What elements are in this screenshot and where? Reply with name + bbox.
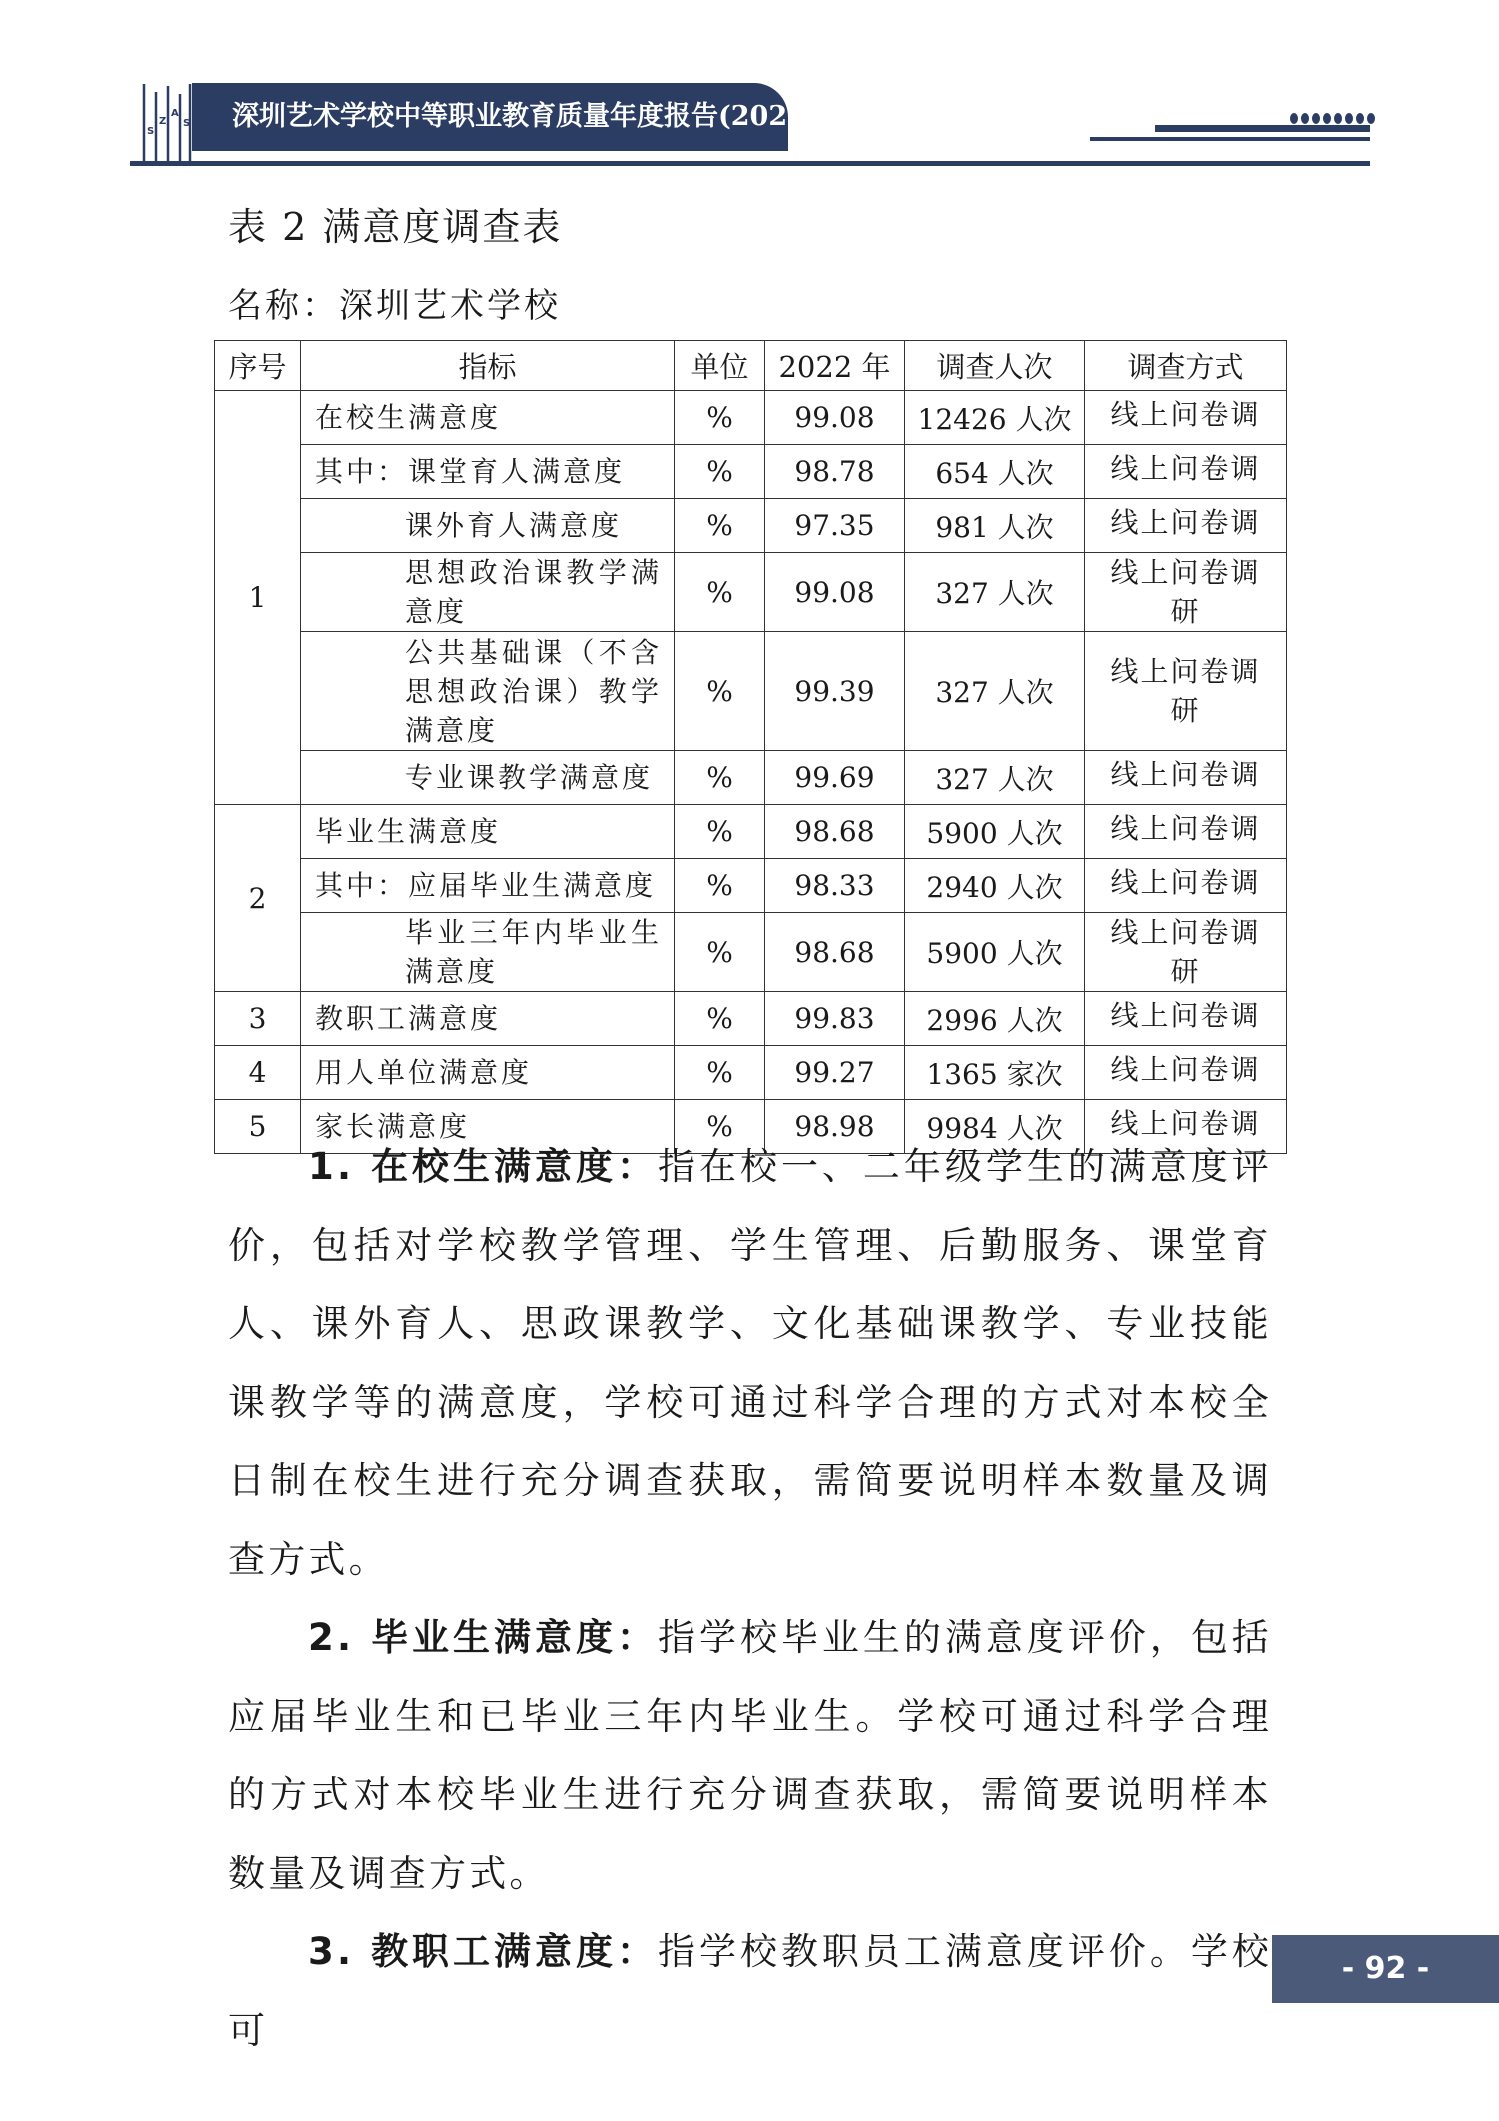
method-cell: 线上问卷调	[1085, 1100, 1287, 1154]
method-cell: 线上问卷调研	[1085, 553, 1287, 632]
count-cell: 5900 人次	[905, 913, 1085, 992]
satisfaction-survey-table	[214, 340, 1287, 1154]
count-cell: 327 人次	[905, 553, 1085, 632]
count-cell: 327 人次	[905, 632, 1085, 751]
method-cell: 线上问卷调	[1085, 1046, 1287, 1100]
svg-text:S: S	[147, 126, 155, 137]
value-cell: 99.39	[765, 632, 905, 751]
report-title-banner: 深圳艺术学校中等职业教育质量年度报告(2023)	[192, 83, 788, 151]
count-cell: 327 人次	[905, 751, 1085, 805]
method-cell: 线上问卷调	[1085, 859, 1287, 913]
paragraph-text: 指学校毕业生的满意度评价，包括应届毕业生和已毕业三年内毕业生。学校可通过科学合理的方式对本校毕业生进行充分调查获取，需简要说明样本数量及调查方式。	[228, 1616, 1273, 1895]
paragraph-term: 3. 教职工满意度：	[308, 1930, 658, 1973]
seq-cell: 1	[215, 391, 301, 805]
value-cell: 99.69	[765, 751, 905, 805]
unit-cell: %	[675, 445, 765, 499]
value-cell: 98.98	[765, 1100, 905, 1154]
page-number: - 92 -	[1272, 1935, 1499, 2003]
value-cell: 99.83	[765, 992, 905, 1046]
count-cell: 654 人次	[905, 445, 1085, 499]
svg-text:S: S	[183, 118, 191, 129]
value-cell: 97.35	[765, 499, 905, 553]
school-logo	[140, 82, 192, 164]
method-cell: 线上问卷调	[1085, 499, 1287, 553]
count-cell: 1365 家次	[905, 1046, 1085, 1100]
count-cell: 2940 人次	[905, 859, 1085, 913]
unit-cell: %	[675, 391, 765, 445]
method-cell: 线上问卷调	[1085, 992, 1287, 1046]
unit-cell: %	[675, 805, 765, 859]
header-unit: 单位	[675, 341, 765, 391]
indicator-cell: 毕业三年内毕业生满意度	[301, 913, 675, 992]
seq-cell: 3	[215, 992, 301, 1046]
indicator-cell: 家长满意度	[301, 1100, 675, 1154]
method-cell: 线上问卷调	[1085, 751, 1287, 805]
count-cell: 2996 人次	[905, 992, 1085, 1046]
header-count: 调查人次	[905, 341, 1085, 391]
paragraph-text: 指在校一、二年级学生的满意度评价，包括对学校教学管理、学生管理、后勤服务、课堂育人、课外育人、思政课教学、文化基础课教学、专业技能课教学等的满意度，学校可通过科学合理的方式对本校全日制在校生进行充分调查获取，需简要说明样本数量及调查方式。	[228, 1145, 1273, 1581]
table-row	[215, 391, 1287, 445]
unit-cell: %	[675, 553, 765, 632]
header-year: 2022 年	[765, 341, 905, 391]
unit-cell: %	[675, 632, 765, 751]
unit-cell: %	[675, 751, 765, 805]
header-method: 调查方式	[1085, 341, 1287, 391]
svg-text:A: A	[171, 108, 179, 119]
method-cell: 线上问卷调研	[1085, 632, 1287, 751]
header-indicator: 指标	[301, 341, 675, 391]
method-cell: 线上问卷调	[1085, 445, 1287, 499]
table-row	[215, 445, 1287, 499]
unit-cell: %	[675, 1100, 765, 1154]
seq-cell: 4	[215, 1046, 301, 1100]
value-cell: 98.68	[765, 805, 905, 859]
indicator-cell: 思想政治课教学满意度	[301, 553, 675, 632]
table-title: 表 2 满意度调查表	[228, 205, 563, 249]
indicator-cell: 其中：课堂育人满意度	[301, 445, 675, 499]
unit-cell: %	[675, 992, 765, 1046]
seq-cell: 5	[215, 1100, 301, 1154]
value-cell: 99.08	[765, 391, 905, 445]
count-cell: 9984 人次	[905, 1100, 1085, 1154]
indicator-cell: 专业课教学满意度	[301, 751, 675, 805]
indicator-cell: 在校生满意度	[301, 391, 675, 445]
count-cell: 5900 人次	[905, 805, 1085, 859]
table-school-name: 名称：深圳艺术学校	[228, 286, 561, 326]
value-cell: 98.78	[765, 445, 905, 499]
table-row	[215, 859, 1287, 913]
header-seq: 序号	[215, 341, 301, 391]
paragraph	[228, 1599, 1272, 1913]
svg-text:Z: Z	[159, 116, 167, 127]
header-rule	[130, 161, 1370, 166]
table-row	[215, 992, 1287, 1046]
indicator-cell: 课外育人满意度	[301, 499, 675, 553]
value-cell: 99.08	[765, 553, 905, 632]
table-header-row	[215, 341, 1287, 391]
paragraph-text: 指学校教职员工满意度评价。学校可	[228, 1930, 1273, 2052]
count-cell: 12426 人次	[905, 391, 1085, 445]
indicator-cell: 毕业生满意度	[301, 805, 675, 859]
paragraph-term: 2. 毕业生满意度：	[308, 1616, 658, 1659]
method-cell: 线上问卷调	[1085, 805, 1287, 859]
value-cell: 98.33	[765, 859, 905, 913]
indicator-cell: 其中：应届毕业生满意度	[301, 859, 675, 913]
seq-cell: 2	[215, 805, 301, 992]
header-rule-middle	[1090, 137, 1370, 141]
unit-cell: %	[675, 499, 765, 553]
header-dots-ornament	[1290, 113, 1375, 124]
unit-cell: %	[675, 1046, 765, 1100]
method-cell: 线上问卷调研	[1085, 913, 1287, 992]
value-cell: 99.27	[765, 1046, 905, 1100]
table-row	[215, 751, 1287, 805]
table-row	[215, 1046, 1287, 1100]
paragraph	[228, 1128, 1272, 1599]
count-cell: 981 人次	[905, 499, 1085, 553]
paragraph	[228, 1913, 1272, 2070]
paragraph-term: 1. 在校生满意度：	[308, 1145, 658, 1188]
table-row	[215, 805, 1287, 859]
header-rule-upper	[1155, 125, 1370, 132]
table-row	[215, 499, 1287, 553]
indicator-cell: 公共基础课（不含思想政治课）教学满意度	[301, 632, 675, 751]
value-cell: 98.68	[765, 913, 905, 992]
unit-cell: %	[675, 913, 765, 992]
indicator-cell: 用人单位满意度	[301, 1046, 675, 1100]
method-cell: 线上问卷调	[1085, 391, 1287, 445]
table-row	[215, 913, 1287, 992]
indicator-cell: 教职工满意度	[301, 992, 675, 1046]
body-text	[228, 1128, 1272, 2070]
table-row	[215, 553, 1287, 632]
table-row	[215, 632, 1287, 751]
unit-cell: %	[675, 859, 765, 913]
